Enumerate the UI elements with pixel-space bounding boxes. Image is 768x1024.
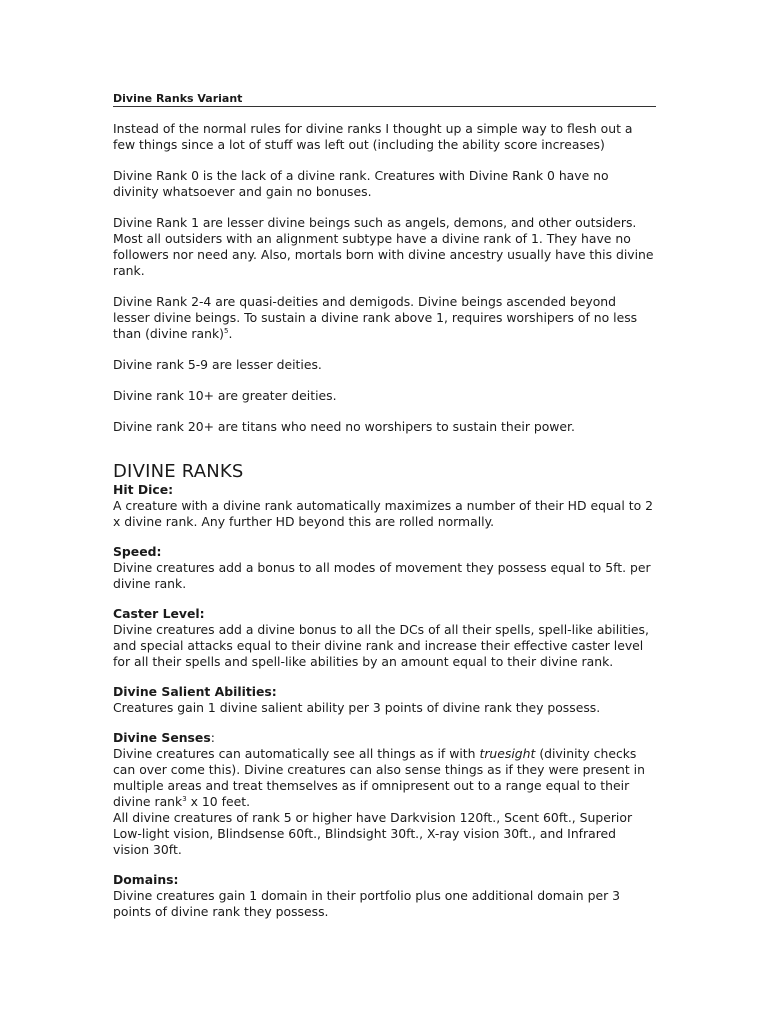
divine-senses-superscript: 3 (182, 795, 187, 803)
caster-level-text: Divine creatures add a divine bonus to all the DCs of all their spells, spell-like abilities, and special attacks equal to their divine rank and increase their effective caster level for all their spells and spell-like abilities by an amount equal to their divine rank. (113, 622, 649, 669)
divine-senses-heading: Divine Senses (113, 730, 211, 745)
hit-dice-text: A creature with a divine rank automatically maximizes a number of their HD equal to 2 x divine rank. Any further HD beyond this are rolled normally. (113, 498, 654, 529)
rank-1-paragraph: Divine Rank 1 are lesser divine beings such as angels, demons, and other outsiders. Most all outsiders with an alignment subtype have a divine rank of 1. They have no followers nor need any. Also, mortals born with divine ancestry usually have this divine rank. (113, 215, 654, 278)
rank-2-4-paragraph (113, 294, 656, 342)
divine-senses-text (113, 746, 656, 810)
document-page (113, 92, 656, 934)
section-heading: DIVINE RANKS (113, 461, 244, 482)
hit-dice-heading: Hit Dice: (113, 482, 174, 497)
divine-senses-text-a: Divine creatures can automatically see all things as if with (113, 746, 480, 761)
divine-senses-colon: : (210, 730, 215, 745)
divine-senses-vision-text: All divine creatures of rank 5 or higher have Darkvision 120ft., Scent 60ft., Superior Low-light vision, Blindsense 60ft., Blindsight 30ft., X-ray vision 30ft., and Infrared vision 30ft. (113, 810, 633, 857)
rank-5-9-paragraph: Divine rank 5-9 are lesser deities. (113, 357, 322, 372)
salient-abilities-heading: Divine Salient Abilities: (113, 684, 277, 699)
divine-senses-truesight: truesight (479, 746, 536, 761)
intro-paragraph: Instead of the normal rules for divine ranks I thought up a simple way to flesh out a few things since a lot of stuff was left out (including the ability score increases) (113, 121, 633, 152)
speed-text: Divine creatures add a bonus to all modes of movement they possess equal to 5ft. per divine rank. (113, 560, 651, 591)
divine-senses-heading-row (113, 730, 656, 746)
salient-abilities-text: Creatures gain 1 divine salient ability per 3 points of divine rank they possess. (113, 700, 601, 715)
divine-senses-text-c: x 10 feet. (186, 794, 251, 809)
rank-10-paragraph: Divine rank 10+ are greater deities. (113, 388, 337, 403)
rank-20-paragraph: Divine rank 20+ are titans who need no worshipers to sustain their power. (113, 419, 575, 434)
rank-2-4-text: Divine Rank 2-4 are quasi-deities and demigods. Divine beings ascended beyond lesser divine beings. To sustain a divine rank above 1, requires worshipers of no less than (divine rank) (113, 294, 638, 341)
document-title: Divine Ranks Variant (113, 92, 656, 107)
divine-senses-text-b: (divinity checks can over come this). Divine creatures can also sense things as if they were present in multiple areas and treat themselves as if omnipresent out to a range equal to their divine rank (113, 746, 645, 809)
rank-2-4-superscript: 5 (223, 327, 229, 335)
domains-text: Divine creatures gain 1 domain in their portfolio plus one additional domain per 3 points of divine rank they possess. (113, 888, 620, 919)
speed-heading: Speed: (113, 544, 162, 559)
rank-2-4-end: . (228, 326, 233, 341)
caster-level-heading: Caster Level: (113, 606, 205, 621)
domains-heading: Domains: (113, 872, 179, 887)
rank-0-paragraph: Divine Rank 0 is the lack of a divine rank. Creatures with Divine Rank 0 have no divinity whatsoever and gain no bonuses. (113, 168, 609, 199)
